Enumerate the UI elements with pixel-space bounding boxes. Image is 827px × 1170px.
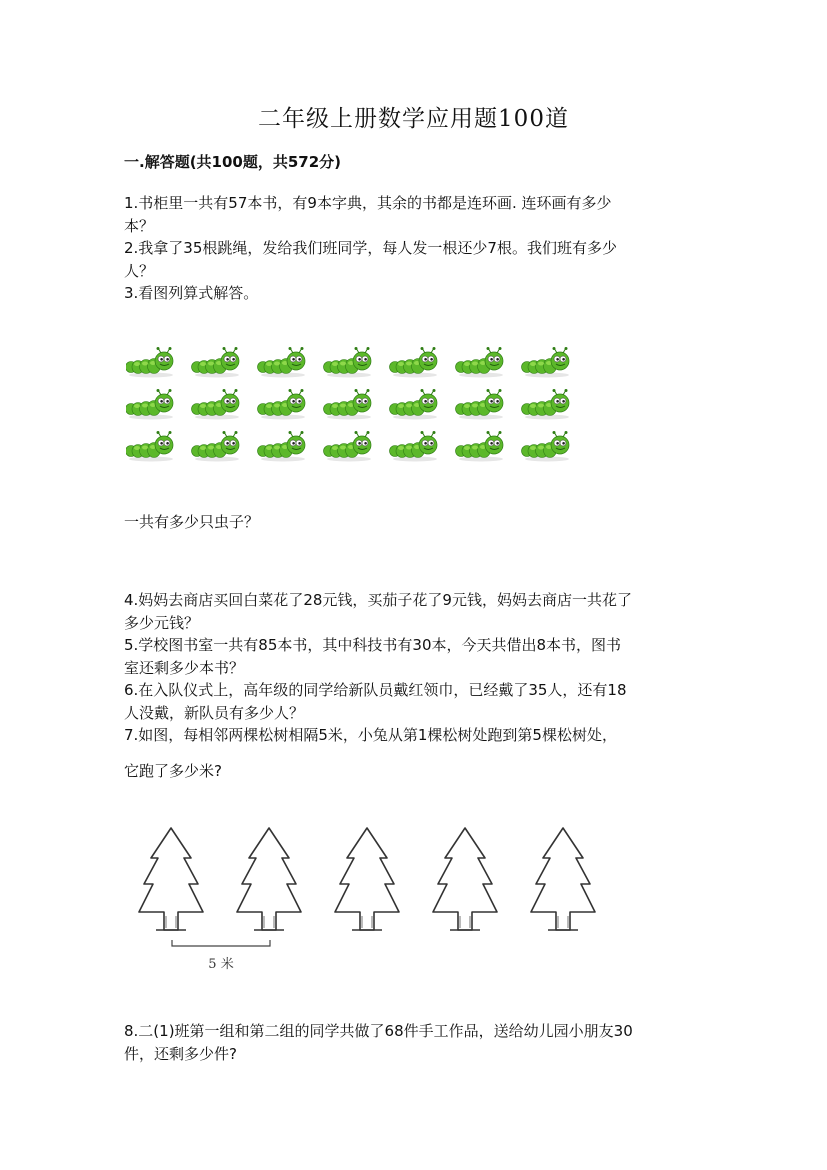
caterpillar-icon xyxy=(258,389,306,420)
caterpillar-icon xyxy=(456,389,504,420)
caterpillar-figure xyxy=(126,340,588,470)
caterpillar-icon xyxy=(522,347,570,378)
questions-1-3 xyxy=(124,192,704,305)
question-8 xyxy=(124,1020,704,1065)
q7-line1: 7.如图，每相邻两棵松树相隔5米，小兔从第1棵松树处跑到第5棵松树处， xyxy=(124,726,617,744)
caterpillar-icon xyxy=(192,431,240,462)
caterpillar-icon xyxy=(258,431,306,462)
pine-tree-icon xyxy=(335,828,399,930)
caterpillar-icon xyxy=(456,431,504,462)
caterpillar-icon xyxy=(324,431,372,462)
caterpillar-icon xyxy=(324,347,372,378)
caterpillar-icon xyxy=(390,347,438,378)
q2-line1: 2.我拿了35根跳绳，发给我们班同学，每人发一根还少7根。我们班有多少 xyxy=(124,239,617,257)
caterpillar-icon xyxy=(324,389,372,420)
q3-line1: 3.看图列算式解答。 xyxy=(124,284,259,302)
q3-subquestion: 一共有多少只虫子？ xyxy=(124,513,260,531)
q6-line2: 人没戴，新队员有多少人？ xyxy=(124,703,305,722)
q8-line2: 件，还剩多少件? xyxy=(124,1044,237,1063)
caterpillar-icon xyxy=(192,347,240,378)
distance-bracket xyxy=(172,940,270,946)
q1-line1: 1.书柜里一共有57本书，有9本字典，其余的书都是连环画. 连环画有多少 xyxy=(124,194,612,212)
q6-line1: 6.在入队仪式上，高年级的同学给新队员戴红领巾，已经戴了35人，还有18 xyxy=(124,681,627,699)
caterpillar-icon xyxy=(126,431,173,462)
pine-tree-icon xyxy=(531,828,595,930)
q5-line2: 室还剩多少本书？ xyxy=(124,658,245,677)
caterpillar-icon xyxy=(456,347,504,378)
caterpillar-icon xyxy=(390,389,438,420)
caterpillar-icon xyxy=(390,431,438,462)
q8-line1: 8.二(1)班第一组和第二组的同学共做了68件手工作品，送给幼儿园小朋友30 xyxy=(124,1022,633,1040)
caterpillar-icon xyxy=(126,389,173,420)
caterpillar-icon xyxy=(522,389,570,420)
caterpillar-icon xyxy=(126,347,173,378)
q1-line2: 本？ xyxy=(124,216,155,235)
pine-tree-icon xyxy=(433,828,497,930)
q5-line1: 5.学校图书室一共有85本书，其中科技书有30本，今天共借出8本书，图书 xyxy=(124,636,622,654)
pine-tree-icon xyxy=(139,828,203,930)
q4-line2: 多少元钱？ xyxy=(124,613,200,632)
section-heading: 一.解答题(共100题，共572分) xyxy=(124,153,342,171)
caterpillar-icon xyxy=(258,347,306,378)
q2-line2: 人？ xyxy=(124,261,155,280)
caterpillar-icon xyxy=(522,431,570,462)
pine-tree-figure xyxy=(128,822,598,980)
q7-line2: 它跑了多少米? xyxy=(124,762,222,780)
distance-label: 5 米 xyxy=(208,957,234,972)
questions-4-7 xyxy=(124,589,704,747)
page-title: 二年级上册数学应用题100道 xyxy=(258,106,569,132)
pine-tree-icon xyxy=(237,828,301,930)
caterpillar-icon xyxy=(192,389,240,420)
q4-line1: 4.妈妈去商店买回白菜花了28元钱，买茄子花了9元钱，妈妈去商店一共花了 xyxy=(124,591,632,609)
